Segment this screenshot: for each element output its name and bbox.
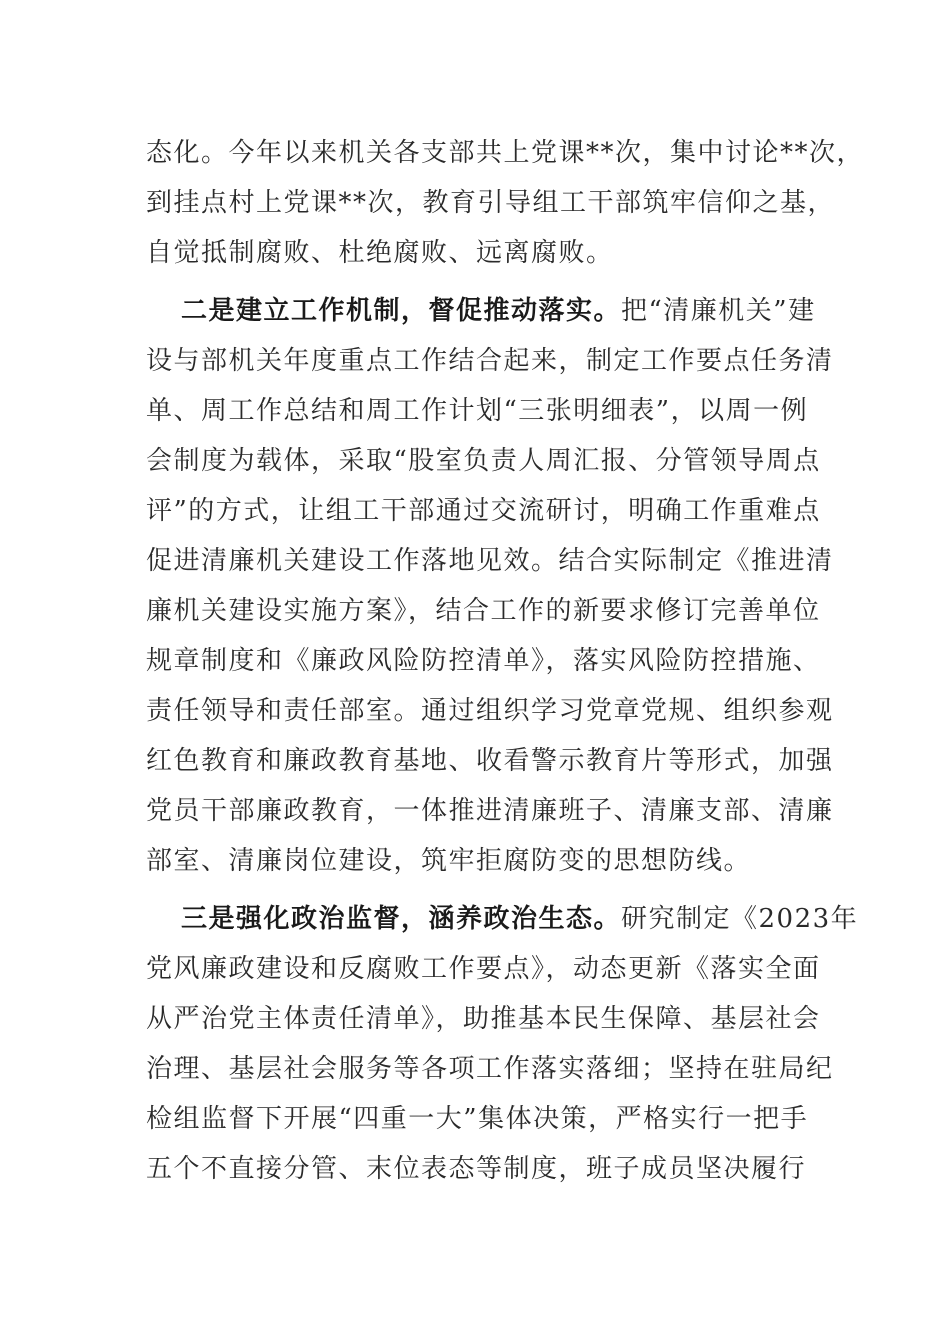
text-line: 检组监督下开展“四重一大”集体决策，严格实行一把手 (146, 1104, 809, 1134)
text-line: 廉机关建设实施方案》，结合工作的新要求修订完善单位 (146, 596, 821, 626)
text-line: 到挂点村上党课**次，教育引导组工干部筑牢信仰之基， (146, 188, 836, 218)
text-line: 红色教育和廉政教育基地、收看警示教育片等形式，加强 (146, 746, 834, 776)
paragraph-heading: 二是建立工作机制，督促推动落实。 (181, 296, 622, 326)
text-line: 治理、基层社会服务等各项工作落实落细；坚持在驻局纪 (146, 1054, 834, 1084)
text-line: 部室、清廉岗位建设，筑牢拒腐防变的思想防线。 (146, 846, 752, 876)
text-line: 评”的方式，让组工干部通过交流研讨，明确工作重难点 (146, 496, 821, 526)
text-line: 促进清廉机关建设工作落地见效。结合实际制定《推进清 (146, 546, 834, 576)
paragraph-political-supervision (146, 894, 859, 1194)
paragraph-heading-rest: 研究制定《2023年 (621, 904, 859, 934)
text-line: 单、周工作总结和周工作计划“三张明细表”，以周一例 (146, 396, 809, 426)
text-line: 态化。今年以来机关各支部共上党课**次，集中讨论**次， (146, 138, 865, 168)
paragraph-continuation (146, 128, 865, 278)
text-line: 自觉抵制腐败、杜绝腐败、远离腐败。 (146, 238, 614, 268)
paragraph-first-line (146, 894, 859, 944)
text-line: 五个不直接分管、末位表态等制度，班子成员坚决履行 (146, 1154, 807, 1184)
text-line: 会制度为载体，采取“股室负责人周汇报、分管领导周点 (146, 446, 821, 476)
text-line: 设与部机关年度重点工作结合起来，制定工作要点任务清 (146, 346, 834, 376)
text-line: 党员干部廉政教育，一体推进清廉班子、清廉支部、清廉 (146, 796, 834, 826)
text-line: 从严治党主体责任清单》，助推基本民生保障、基层社会 (146, 1004, 821, 1034)
paragraph-first-line (146, 286, 826, 336)
paragraph-heading-rest: 把“清廉机关”建 (621, 296, 816, 326)
paragraph-heading: 三是强化政治监督，涵养政治生态。 (181, 904, 622, 934)
text-line: 规章制度和《廉政风险防控清单》，落实风险防控措施、 (146, 646, 821, 676)
text-line: 党风廉政建设和反腐败工作要点》，动态更新《落实全面 (146, 954, 821, 984)
text-line: 责任领导和责任部室。通过组织学习党章党规、组织参观 (146, 696, 834, 726)
paragraph-work-mechanism (146, 286, 834, 886)
